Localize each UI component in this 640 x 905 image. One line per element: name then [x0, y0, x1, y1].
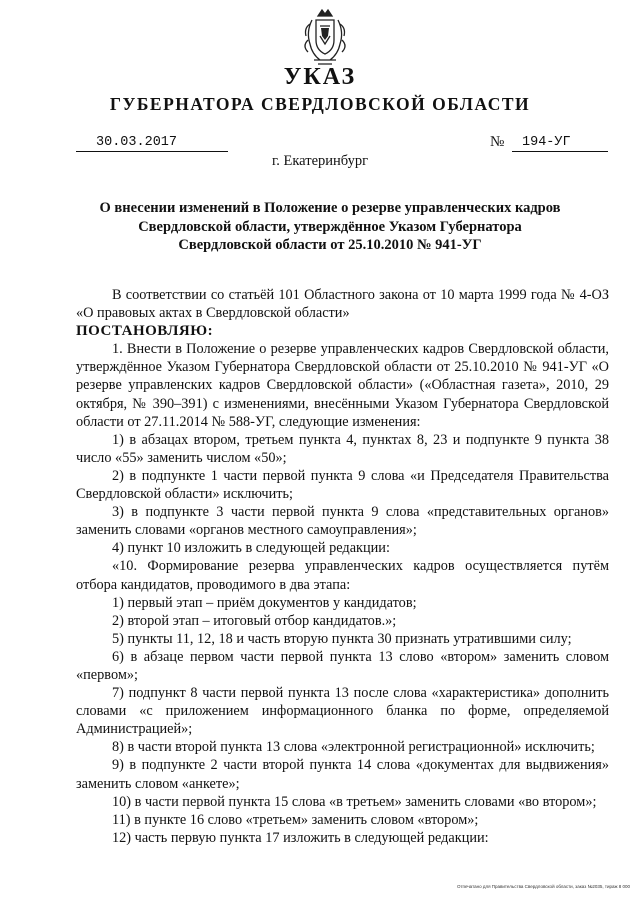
list-item: 3) в подпункте 3 части первой пункта 9 слова «представительных органов» заменить словами «органов местного самоуправления»; — [76, 504, 609, 539]
intro-paragraph: В соответствии со статьёй 101 Областного закона от 10 марта 1999 года № 4-ОЗ «О правовых актах в Свердловской области» — [76, 287, 609, 322]
document-title: УКАЗ — [283, 64, 357, 90]
city: г. Екатеринбург — [271, 153, 369, 169]
list-item: 10) в части первой пункта 15 слова «в третьем» заменить словами «во втором»; — [112, 793, 597, 810]
list-item: 7) подпункт 8 части первой пункта 13 после слова «характеристика» дополнить словами «с приложением информационного бланка по форме, определяемой Администрацией»; — [76, 685, 609, 738]
number-label: № — [490, 134, 505, 150]
quoted-paragraph: «10. Формирование резерва управленческих кадров осуществляется путём отбора кандидатов, проводимого в два этапа: — [76, 558, 609, 593]
list-item: 8) в части второй пункта 13 слова «электронной регистрационной» исключить; — [112, 739, 595, 756]
list-item: 11) в пункте 16 слово «третьем» заменить словом «втором»; — [112, 811, 479, 828]
paragraph: 1. Внести в Положение о резерве управленческих кадров Свердловской области, утверждённое Указом Губернатора Свердловской области от 25.10.2010 № 941-УГ «О резерве управленских кадров Свердловской области» («Областная газета», 2010, 29 октября, № 390–391) с изменениями, внесёнными Указом Губернатора Свердловской области от 27.11.2014 № 588-УГ, следующие изменения: — [76, 341, 609, 430]
document-date: 30.03.2017 — [76, 135, 228, 152]
list-item: 9) в подпункте 2 части второй пункта 14 слова «документах для выдвижения» заменить словом «анкете»; — [76, 757, 609, 792]
document-number: 194-УГ — [512, 135, 608, 152]
document-subject — [60, 199, 600, 255]
print-note: Отпечатано для Правительства Свердловской области, заказ №2035, тираж 8 000 — [456, 884, 630, 889]
coat-of-arms-icon — [300, 6, 350, 68]
quoted-item: 1) первый этап – приём документов у кандидатов; — [112, 594, 417, 611]
document-subtitle: ГУБЕРНАТОРА СВЕРДЛОВСКОЙ ОБЛАСТИ — [109, 94, 531, 114]
subject-line: О внесении изменений в Положение о резерве управленческих кадров — [99, 200, 561, 216]
decree-heading: ПОСТАНОВЛЯЮ: — [76, 323, 214, 340]
subject-line: Свердловской области от 25.10.2010 № 941-УГ — [178, 237, 482, 253]
list-item: 6) в абзаце первом части первой пункта 13 слово «втором» заменить словом «первом»; — [76, 648, 609, 683]
list-item: 1) в абзацах втором, третьем пункта 4, пунктах 8, 23 и подпункте 9 пункта 38 число «55» заменить числом «50»; — [76, 431, 609, 466]
document-body — [76, 286, 609, 847]
list-item: 4) пункт 10 изложить в следующей редакции: — [112, 540, 390, 557]
quoted-item: 2) второй этап – итоговый отбор кандидатов.»; — [112, 612, 397, 629]
list-item: 2) в подпункте 1 части первой пункта 9 слова «и Председателя Правительства Свердловской области» исключить; — [76, 467, 609, 503]
subject-line: Свердловской области, утверждённое Указом Губернатора — [138, 218, 522, 235]
list-item: 12) часть первую пункта 17 изложить в следующей редакции: — [112, 829, 489, 846]
list-item: 5) пункты 11, 12, 18 и часть вторую пункта 30 признать утратившими силу; — [112, 630, 572, 647]
